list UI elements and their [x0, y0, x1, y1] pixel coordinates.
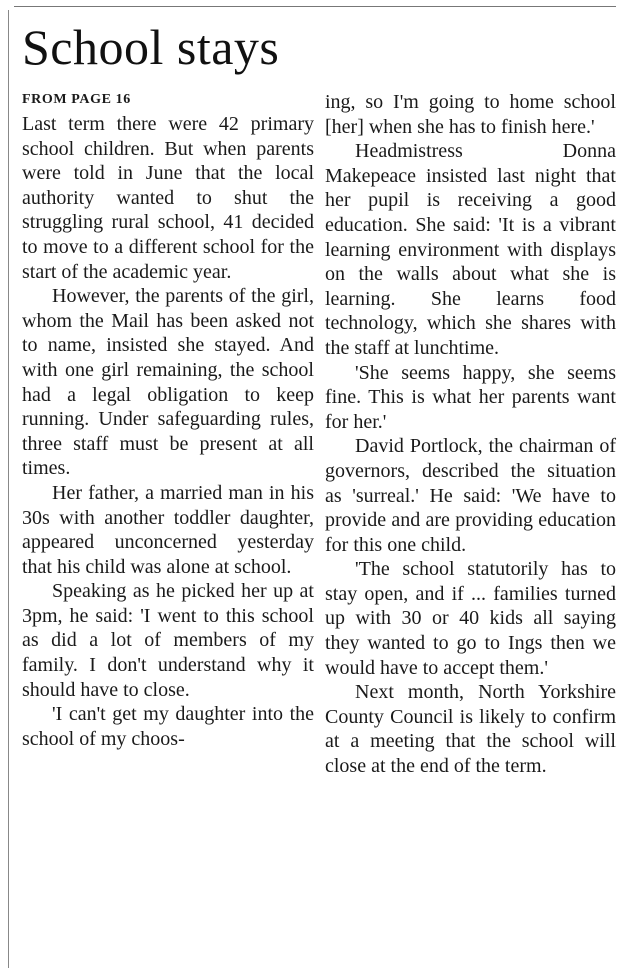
paragraph: 'She seems happy, she seems fine. This is what her parents want for her.'	[325, 361, 616, 433]
paragraph: Headmistress Donna Makepeace insisted last night that her pupil is receiving a good education. She said: 'It is a vibrant learning environment with displays on the walls about what she is learning. She learns food technology, which she shares with the staff at lunchtime.	[325, 140, 616, 359]
paragraph: Last term there were 42 primary school children. But when parents were told in June that the local authority wanted to shut the struggling rural school, 41 decided to move to a different school for the start of the academic year.	[22, 113, 314, 283]
paragraph: Her father, a married man in his 30s with another toddler daughter, appeared unconcerned yesterday that his child was alone at school.	[22, 481, 314, 578]
right-column	[325, 90, 616, 779]
paragraph: ing, so I'm going to home school [her] when she has to finish here.'	[325, 91, 616, 138]
paragraph: Next month, North Yorkshire County Council is likely to confirm at a meeting that the school will close at the end of the term.	[325, 681, 616, 778]
paragraph: David Portlock, the chairman of governors, described the situation as 'surreal.' He said: 'We have to provide and are providing education for this one child.	[325, 435, 616, 556]
left-column	[22, 90, 314, 751]
paragraph: 'The school statutorily has to stay open, and if ... families turned up with 30 or 40 kids all saying they wanted to go to Ings then we would have to accept them.'	[325, 558, 616, 679]
top-rule	[14, 6, 616, 7]
newspaper-clipping	[8, 6, 620, 968]
paragraph: 'I can't get my daughter into the school of my choos-	[22, 703, 314, 750]
paragraph: However, the parents of the girl, whom the Mail has been asked not to name, insisted she stayed. And with one girl remaining, the school had a legal obligation to keep running. Under safeguarding rules, three staff must be present at all times.	[22, 285, 314, 480]
kicker: FROM PAGE 16	[22, 92, 131, 107]
headline: School stays	[22, 19, 280, 75]
paragraph: Speaking as he picked her up at 3pm, he said: 'I went to this school as did a lot of members of my family. I don't understand why it should have to close.	[22, 580, 314, 701]
left-rule	[8, 10, 9, 968]
